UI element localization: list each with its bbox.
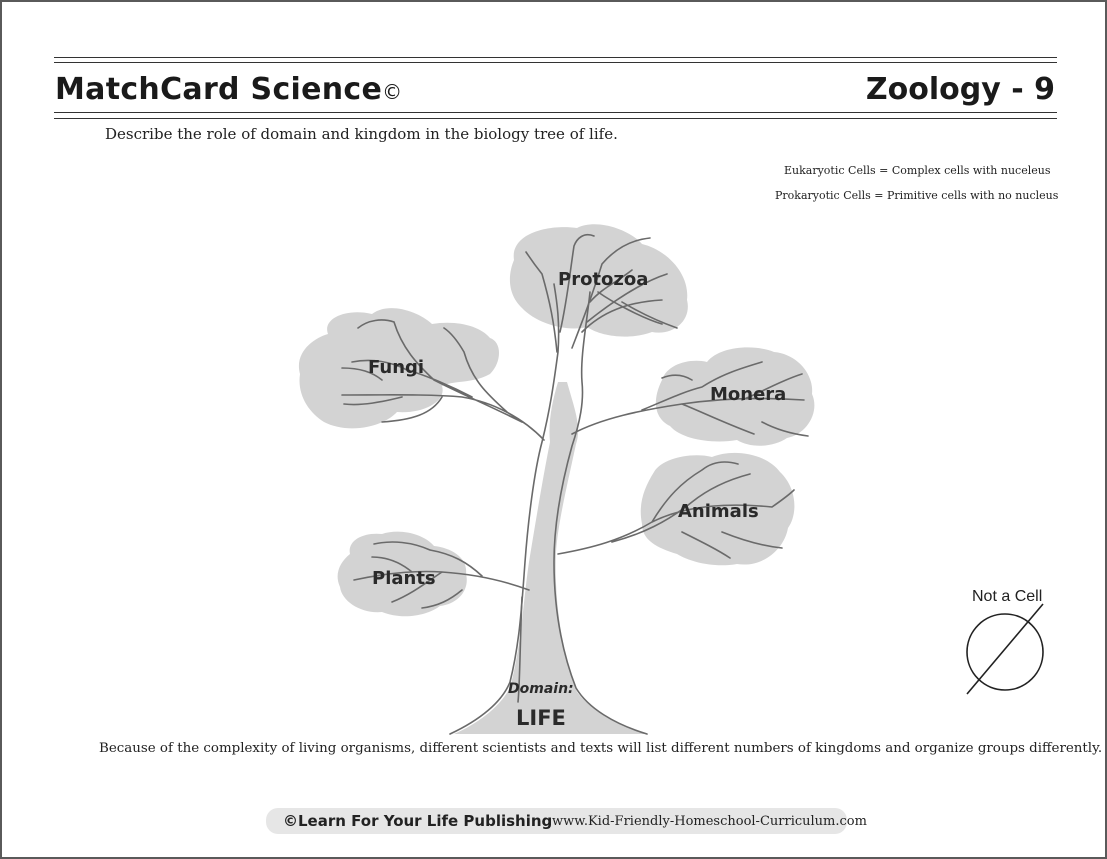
kingdom-label-animals: Animals xyxy=(678,501,759,522)
question-prompt: Describe the role of domain and kingdom in the biology tree of life. xyxy=(105,125,618,143)
eukaryotic-note: Eukaryotic Cells = Complex cells with nuceleus xyxy=(784,164,1051,177)
not-a-cell-circle xyxy=(967,614,1043,690)
domain-value: LIFE xyxy=(516,706,566,730)
kingdom-label-plants: Plants xyxy=(372,568,436,589)
not-a-cell-label: Not a Cell xyxy=(972,588,1043,605)
domain-caption: Domain: xyxy=(508,681,574,697)
worksheet-code: Zoology - 9 xyxy=(865,72,1055,107)
not-a-cell-slash xyxy=(967,604,1043,694)
copyright-symbol: © xyxy=(382,80,403,104)
footer-url: www.Kid-Friendly-Homeschool-Curriculum.com xyxy=(552,814,867,829)
kingdom-label-protozoa: Protozoa xyxy=(558,269,649,290)
kingdom-label-monera: Monera xyxy=(710,384,787,405)
prokaryotic-note: Prokaryotic Cells = Primitive cells with no nucleus xyxy=(775,189,1059,202)
title-text: MatchCard Science xyxy=(55,72,383,107)
footnote-text: Because of the complexity of living organisms, different scientists and texts will list different numbers of kingdoms and organize groups differently. xyxy=(99,741,1103,756)
kingdom-label-fungi: Fungi xyxy=(368,357,425,378)
not-a-cell-icon xyxy=(967,604,1043,694)
footer-publisher: ©Learn For Your Life Publishing xyxy=(283,812,553,830)
